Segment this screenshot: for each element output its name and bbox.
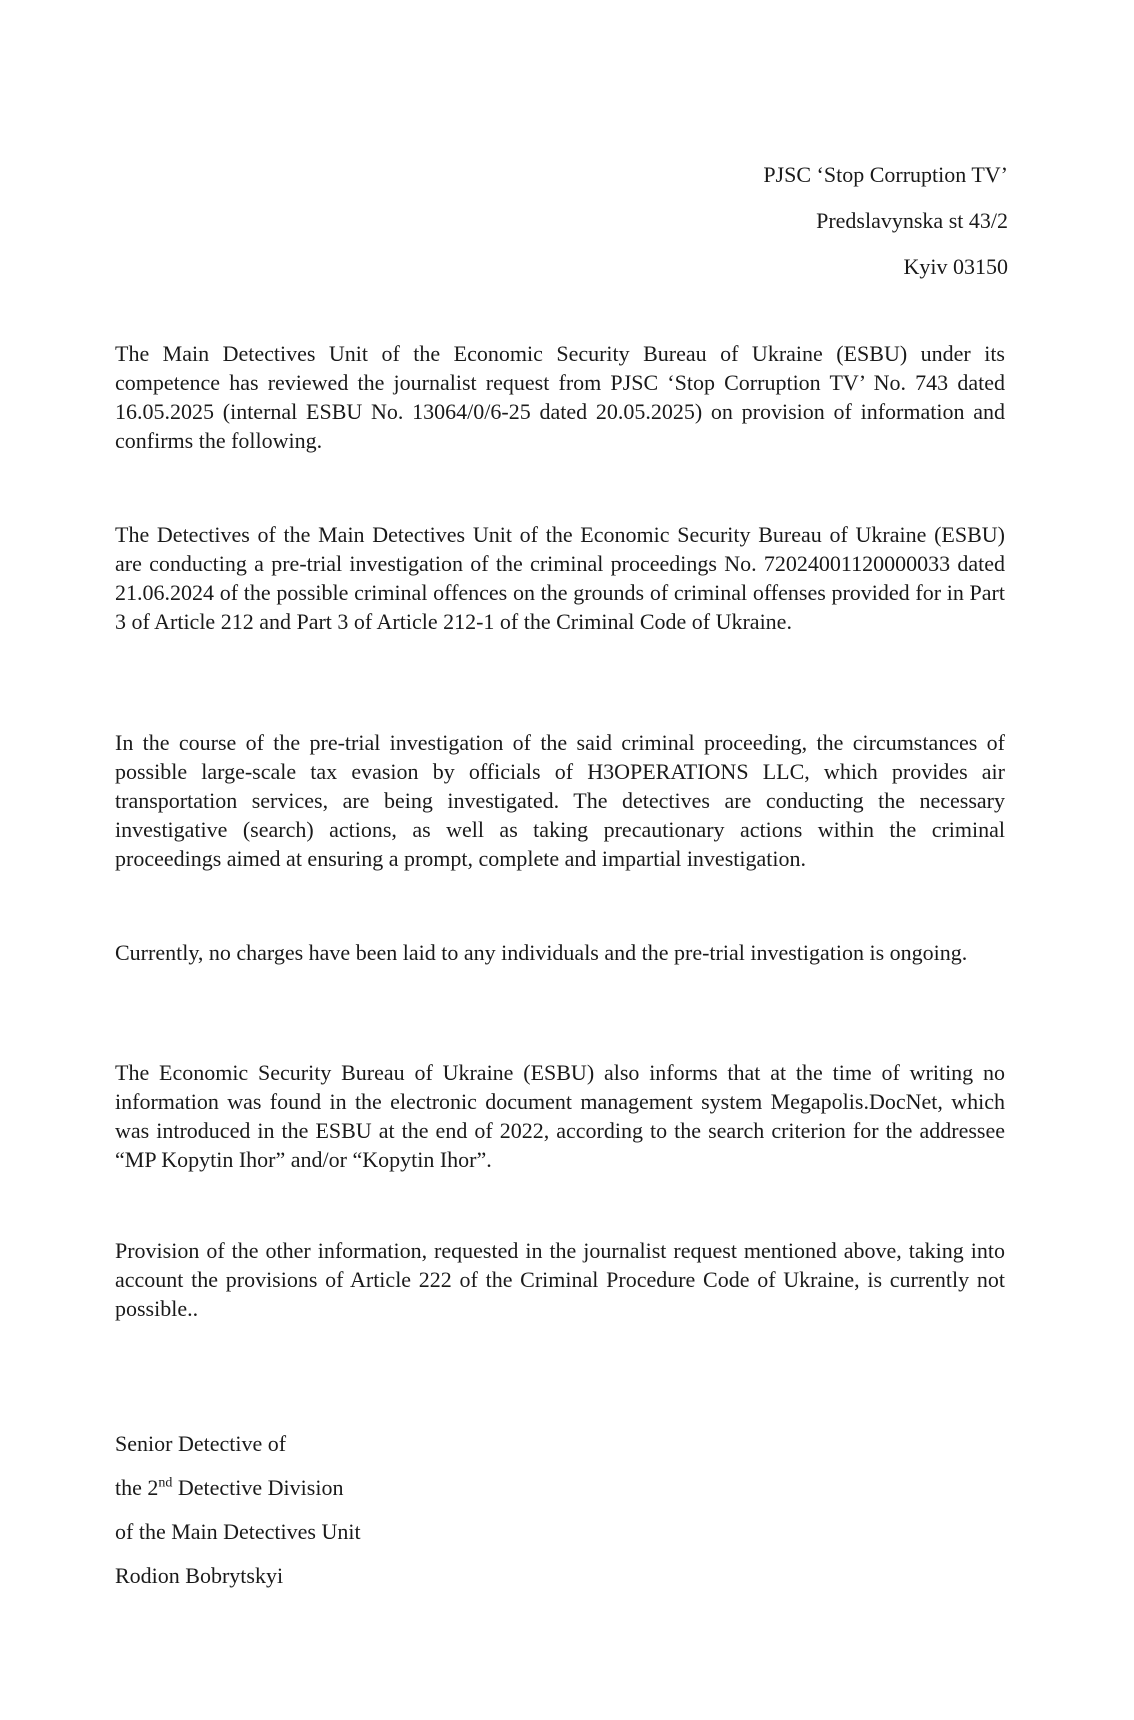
signature-division-prefix: the 2 <box>115 1475 159 1500</box>
body-paragraph-investigation: The Detectives of the Main Detectives Unit of the Economic Security Bureau of Ukraine (ESBU) are conducting a pre-trial investigation of the criminal proceedings No. 72024001120000033 dated 21.06.2024 of the possible criminal offences on the grounds of criminal offenses provided for in Part 3 of Article 212 and Part 3 of Article 212-1 of the Criminal Code of Ukraine. <box>115 522 1005 634</box>
signature-division-line <box>115 1466 361 1510</box>
body-paragraph-docnet: The Economic Security Bureau of Ukraine (ESBU) also informs that at the time of writing no information was found in the electronic document management system Megapolis.DocNet, which was introduced in the ESBU at the end of 2022, according to the search criterion for the addressee “MP Kopytin Ihor” and/or “Kopytin Ihor”. <box>115 1060 1005 1172</box>
signature-ordinal-suffix: nd <box>158 1475 173 1491</box>
recipient-street: Predslavynska st 43/2 <box>816 208 1008 233</box>
body-paragraph-provision: Provision of the other information, requested in the journalist request mentioned above, taking into account the provisions of Article 222 of the Criminal Procedure Code of Ukraine, is currently not possible.. <box>115 1238 1005 1321</box>
signature-block <box>115 1422 361 1598</box>
recipient-city: Kyiv 03150 <box>903 254 1008 279</box>
signature-unit-line: of the Main Detectives Unit <box>115 1519 361 1544</box>
signature-division-suffix: Detective Division <box>172 1475 344 1500</box>
body-paragraph-review: The Main Detectives Unit of the Economic Security Bureau of Ukraine (ESBU) under its competence has reviewed the journalist request from PJSC ‘Stop Corruption TV’ No. 743 dated 16.05.2025 (internal ESBU No. 13064/0/6-25 dated 20.05.2025) on provision of information and confirms the following. <box>115 341 1005 453</box>
body-paragraph-circumstances: In the course of the pre-trial investigation of the said criminal proceeding, the circumstances of possible large-scale tax evasion by officials of H3OPERATIONS LLC, which provides air transportation services, are being investigated. The detectives are conducting the necessary investigative (search) actions, as well as taking precautionary actions within the criminal proceedings aimed at ensuring a prompt, complete and impartial investigation. <box>115 730 1005 871</box>
signature-title-line: Senior Detective of <box>115 1431 287 1456</box>
recipient-address <box>763 152 1008 290</box>
body-paragraph-charges: Currently, no charges have been laid to any individuals and the pre-trial investigation is ongoing. <box>115 940 968 965</box>
signature-name: Rodion Bobrytskyi <box>115 1563 284 1588</box>
recipient-company: PJSC ‘Stop Corruption TV’ <box>763 162 1008 187</box>
